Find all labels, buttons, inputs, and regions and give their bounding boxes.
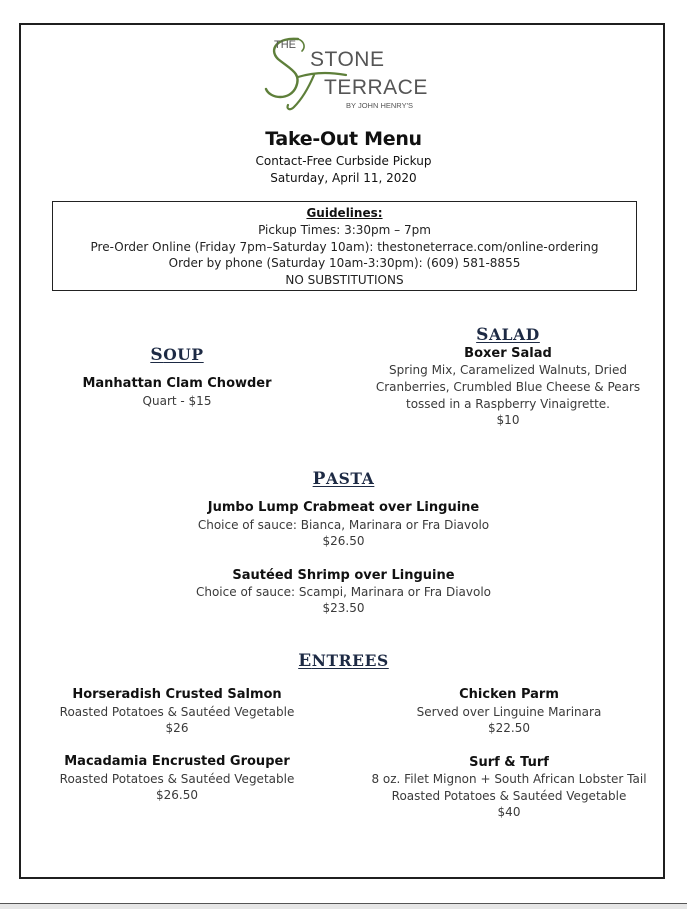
entree-item-3-desc: Roasted Potatoes & Sautéed Vegetable bbox=[59, 772, 295, 786]
salad-desc-line: tossed in a Raspberry Vinaigrette. bbox=[405, 396, 610, 411]
bottom-rule-line bbox=[0, 903, 687, 904]
logo-by-line: BY JOHN HENRY'S bbox=[346, 101, 414, 110]
logo-terrace: TERRACE bbox=[324, 76, 428, 99]
page-frame bbox=[19, 23, 665, 879]
guidelines-pickup-times: Pickup Times: 3:30pm – 7pm bbox=[258, 222, 431, 237]
guidelines-order-by-phone: Order by phone (Saturday 10am-3:30pm): (609) 581-8855 bbox=[168, 256, 521, 271]
entree-item-3-name: Macadamia Encrusted Grouper bbox=[64, 754, 290, 769]
entree-item-2-price: $22.50 bbox=[488, 721, 530, 735]
page-date: Saturday, April 11, 2020 bbox=[270, 171, 417, 185]
entrees-heading: ENTREES bbox=[298, 651, 389, 671]
entree-item-1-desc: Roasted Potatoes & Sautéed Vegetable bbox=[59, 705, 295, 719]
stone-terrace-logo bbox=[258, 33, 433, 113]
entree-item-4-desc-line: Roasted Potatoes & Sautéed Vegetable bbox=[391, 788, 627, 803]
pasta-item-2-desc: Choice of sauce: Scampi, Marinara or Fra Diavolo bbox=[195, 585, 492, 599]
salad-item-desc bbox=[360, 362, 656, 412]
pasta-item-2-price: $23.50 bbox=[322, 601, 365, 615]
soup-item-name: Manhattan Clam Chowder bbox=[82, 376, 272, 391]
guidelines-preorder-online: Pre-Order Online (Friday 7pm–Saturday 10am): thestoneterrace.com/online-ordering bbox=[90, 239, 599, 254]
entree-item-4-name: Surf & Turf bbox=[469, 755, 549, 770]
entree-item-2-desc: Served over Linguine Marinara bbox=[416, 705, 602, 719]
pasta-item-1-price: $26.50 bbox=[322, 534, 365, 548]
logo-stone: STONE bbox=[310, 48, 385, 71]
pasta-item-1-name: Jumbo Lump Crabmeat over Linguine bbox=[207, 500, 480, 515]
salad-desc-line: Cranberries, Crumbled Blue Cheese & Pears bbox=[375, 379, 641, 394]
salad-desc-line: Spring Mix, Caramelized Walnuts, Dried bbox=[389, 363, 627, 377]
entree-item-1-price: $26 bbox=[165, 721, 189, 735]
entree-item-4-price: $40 bbox=[497, 805, 521, 819]
soup-item-desc: Quart - $15 bbox=[142, 394, 212, 408]
guidelines-box bbox=[52, 201, 637, 291]
pasta-item-1-desc: Choice of sauce: Bianca, Marinara or Fra Diavolo bbox=[197, 518, 490, 532]
guidelines-heading: Guidelines: bbox=[306, 206, 383, 220]
entree-item-3-price: $26.50 bbox=[156, 788, 198, 802]
page-subtitle: Contact-Free Curbside Pickup bbox=[255, 154, 432, 168]
entree-item-4-desc-line: 8 oz. Filet Mignon + South African Lobster Tail bbox=[371, 772, 647, 786]
salad-heading: SALAD bbox=[476, 325, 540, 345]
salad-item-price: $10 bbox=[496, 413, 520, 427]
guidelines-no-substitutions: NO SUBSTITUTIONS bbox=[285, 273, 404, 288]
soup-heading: SOUP bbox=[150, 345, 204, 365]
entree-item-1-name: Horseradish Crusted Salmon bbox=[72, 687, 282, 702]
pasta-item-2-name: Sautéed Shrimp over Linguine bbox=[232, 568, 455, 583]
pasta-heading: PASTA bbox=[312, 469, 375, 489]
entree-item-2-name: Chicken Parm bbox=[459, 687, 559, 702]
entree-item-4-desc bbox=[352, 771, 666, 805]
page-title: Take-Out Menu bbox=[265, 128, 422, 150]
salad-item-name: Boxer Salad bbox=[464, 346, 552, 361]
logo-the: THE bbox=[274, 39, 296, 51]
